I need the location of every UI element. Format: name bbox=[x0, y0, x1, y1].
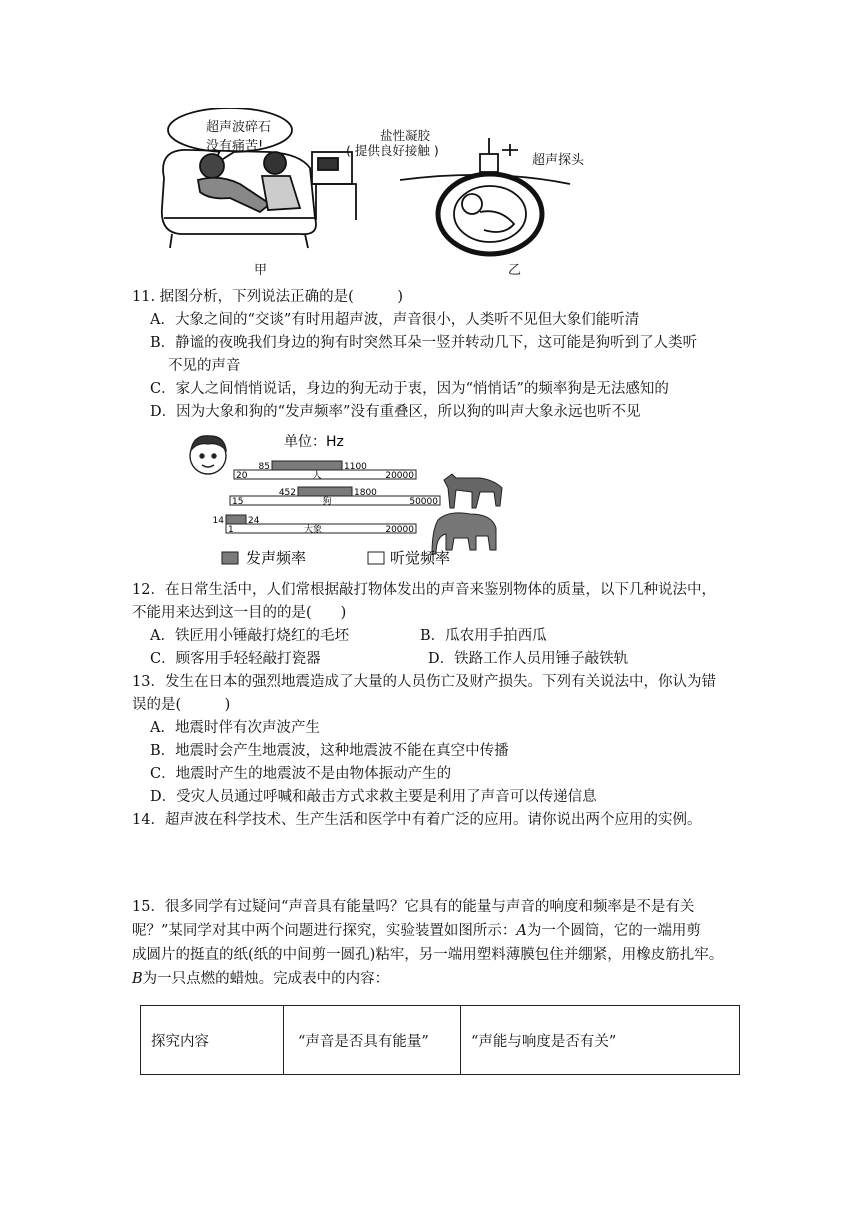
table-cell-topic: 探究内容 bbox=[141, 1006, 284, 1075]
q14-stem: 14．超声波在科学技术、生产生活和医学中有着广泛的应用。请你说出两个应用的实例。 bbox=[132, 812, 702, 828]
q11-option-d: D．因为大象和狗的“发声频率”没有重叠区，所以狗的叫声大象永远也听不见 bbox=[150, 404, 641, 420]
frequency-range-chart bbox=[180, 428, 520, 572]
gel-label: 盐性凝胶 bbox=[380, 128, 431, 143]
figure-label-jia: 甲 bbox=[254, 263, 268, 278]
q13-stem-line1: 13．发生在日本的强烈地震造成了大量的人员伤亡及财产损失。下列有关说法中，你认为错 bbox=[132, 674, 716, 690]
emit-min-label-1: 452 bbox=[278, 488, 296, 498]
q15-line2: 呢？”某同学对其中两个问题进行探究，实验装置如图所示：A为一个圆筒，它的一端用剪 bbox=[132, 923, 701, 939]
category-label-2: 大象 bbox=[303, 525, 323, 535]
var-a: A bbox=[516, 923, 527, 939]
emission-range-bar-1 bbox=[298, 487, 352, 496]
q11-option-a: A．大象之间的“交谈”有时用超声波，声音很小，人类听不见但大象们能听清 bbox=[150, 312, 640, 328]
q15-line3: 成圆片的挺直的纸(纸的中间剪一圆孔)粘牢，另一端用塑料薄膜包住并绷紧，用橡皮筋扎牢。 bbox=[132, 947, 724, 963]
emission-range-bar-0 bbox=[272, 461, 342, 470]
table-cell-loudness: “声能与响度是否有关” bbox=[461, 1006, 740, 1075]
category-label-0: 人 bbox=[312, 471, 322, 481]
hear-max-label-0: 20000 bbox=[385, 471, 414, 481]
hear-max-label-2: 20000 bbox=[385, 525, 414, 535]
table-row bbox=[141, 1006, 740, 1075]
q12-option-b: B．瓜农用手拍西瓜 bbox=[420, 628, 547, 644]
q15-line1: 15．很多同学有过疑问“声音具有能量吗？它具有的能量与声音的响度和频率是不是有关 bbox=[132, 899, 695, 915]
var-b: B bbox=[132, 971, 143, 987]
q15-table bbox=[140, 1005, 740, 1075]
hear-min-label-2: 1 bbox=[228, 525, 234, 535]
q12-option-c: C．顾客用手轻轻敲打瓷器 bbox=[150, 651, 321, 667]
legend-label-hear: 听觉频率 bbox=[390, 549, 451, 567]
legend-swatch-hear bbox=[368, 552, 384, 564]
table-cell-energy: “声音是否具有能量” bbox=[284, 1006, 461, 1075]
emission-range-bar-2 bbox=[226, 515, 246, 524]
q13-option-d: D．受灾人员通过呼喊和敲击方式求救主要是利用了声音可以传递信息 bbox=[150, 789, 597, 805]
q13-option-b: B．地震时会产生地震波，这种地震波不能在真空中传播 bbox=[150, 743, 509, 759]
q11-stem: 11. 据图分析，下列说法正确的是( ) bbox=[132, 289, 403, 305]
speech-bubble-text: 超声波碎石 没有痛苦! bbox=[206, 120, 272, 154]
q12-stem-line1: 12．在日常生活中，人们常根据敲打物体发出的声音来鉴别物体的质量，以下几种说法中， bbox=[132, 582, 716, 598]
probe-label: 超声探头 bbox=[532, 153, 585, 168]
child-face-icon bbox=[190, 436, 226, 474]
q12-option-d: D．铁路工作人员用锤子敲铁轨 bbox=[428, 651, 629, 667]
q13-option-a: A．地震时伴有次声波产生 bbox=[150, 720, 320, 736]
wolf-dog-icon bbox=[444, 474, 502, 508]
q11-option-b-cont: 不见的声音 bbox=[168, 358, 241, 374]
emit-min-label-2: 14 bbox=[212, 516, 224, 526]
figure-label-yi: 乙 bbox=[508, 263, 522, 278]
chart-title: 单位：Hz bbox=[284, 434, 344, 450]
legend-swatch-emit bbox=[222, 552, 238, 564]
hear-min-label-0: 20 bbox=[236, 471, 248, 481]
q11-option-c: C．家人之间悄悄说话，身边的狗无动于衷，因为“悄悄话”的频率狗是无法感知的 bbox=[150, 381, 669, 397]
category-label-1: 狗 bbox=[322, 497, 332, 507]
q15-line4: B为一只点燃的蜡烛。完成表中的内容： bbox=[132, 971, 390, 987]
emit-max-label-0: 1100 bbox=[344, 462, 367, 472]
q12-option-a: A．铁匠用小锤敲打烧红的毛坯 bbox=[150, 628, 349, 644]
hear-min-label-1: 15 bbox=[232, 497, 244, 507]
emit-max-label-2: 24 bbox=[248, 516, 260, 526]
legend-label-emit: 发声频率 bbox=[246, 549, 307, 567]
elephant-icon bbox=[432, 513, 496, 554]
hear-max-label-1: 50000 bbox=[409, 497, 438, 507]
gel-label-note: ( 提供良好接触 ) bbox=[346, 143, 439, 158]
q13-option-c: C．地震时产生的地震波不是由物体振动产生的 bbox=[150, 766, 452, 782]
q13-stem-line2: 误的是( ) bbox=[132, 697, 231, 713]
q12-stem-line2: 不能用来达到这一目的的是( ) bbox=[132, 605, 347, 621]
emit-max-label-1: 1800 bbox=[354, 488, 377, 498]
q11-option-b: B．静谧的夜晚我们身边的狗有时突然耳朵一竖并转动几下，这可能是狗听到了人类听 bbox=[150, 335, 698, 351]
emit-min-label-0: 85 bbox=[258, 462, 270, 472]
